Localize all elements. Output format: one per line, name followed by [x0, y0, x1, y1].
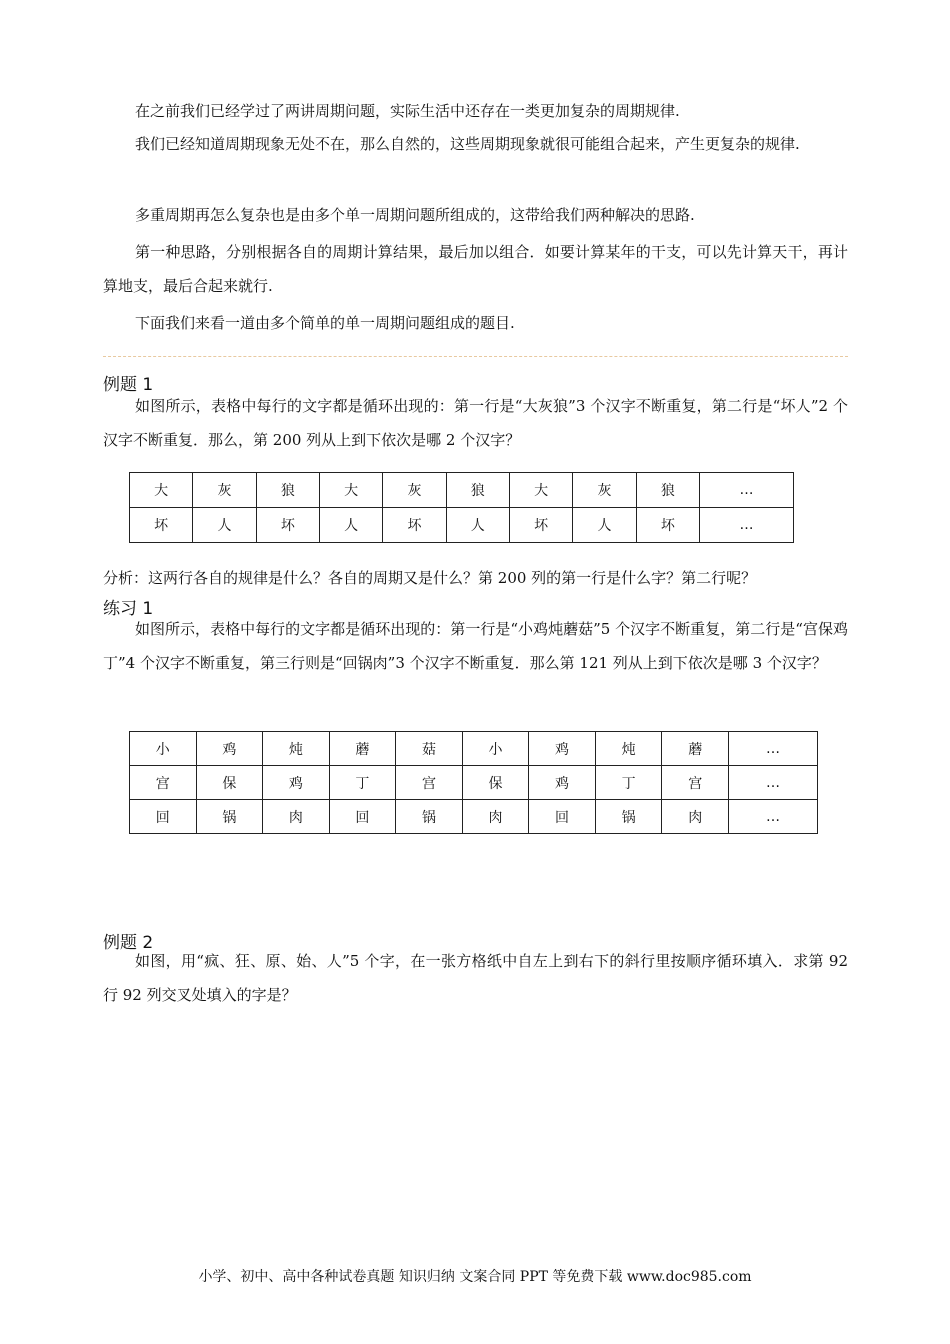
table-cell: 锅	[396, 800, 463, 834]
section-divider	[103, 356, 848, 357]
table-cell: 蘑	[662, 732, 729, 766]
table-cell: 人	[573, 508, 636, 543]
example1-text: 如图所示，表格中每行的文字都是循环出现的：第一行是“大灰狼”3 个汉字不断重复，第二行是“坏人”2 个汉字不断重复．那么，第 200 列从上到下依次是哪 2 个汉字？	[103, 397, 848, 449]
table-cell: 宫	[396, 766, 463, 800]
table-cell: 狼	[446, 473, 509, 508]
table-cell-ellipsis: …	[729, 732, 818, 766]
table-cell: 灰	[383, 473, 446, 508]
intro-paragraph-1: 在之前我们已经学过了两讲周期问题，实际生活中还存在一类更加复杂的周期规律.	[135, 102, 680, 120]
table-cell: 肉	[462, 800, 529, 834]
table-row	[130, 766, 818, 800]
table-cell: 蘑	[329, 732, 396, 766]
table-cell: 坏	[256, 508, 319, 543]
example2-text: 如图，用“疯、狂、原、始、人”5 个字，在一张方格纸中自左上到右下的斜行里按顺序循环填入．求第 92 行 92 列交叉处填入的字是？	[103, 952, 848, 1004]
table-cell: 肉	[263, 800, 330, 834]
table-cell: 小	[130, 732, 197, 766]
table-cell: 回	[130, 800, 197, 834]
table-cell: 保	[196, 766, 263, 800]
table-cell: 菇	[396, 732, 463, 766]
table-cell: 人	[319, 508, 382, 543]
table-cell-ellipsis: …	[729, 766, 818, 800]
example1-title: 例题 1	[103, 375, 154, 395]
table-cell: 回	[329, 800, 396, 834]
intro-paragraph-3: 多重周期再怎么复杂也是由多个单一周期问题所组成的，这带给我们两种解决的思路.	[135, 206, 695, 224]
table-cell: 小	[462, 732, 529, 766]
table-cell: 坏	[383, 508, 446, 543]
table-cell: 回	[529, 800, 596, 834]
table-cell: 炖	[595, 732, 662, 766]
table-cell: 鸡	[529, 732, 596, 766]
table-cell: 大	[319, 473, 382, 508]
page-footer: 小学、初中、高中各种试卷真题 知识归纳 文案合同 PPT 等免费下载 www.doc985.com	[198, 1269, 752, 1285]
table-cell: 大	[130, 473, 193, 508]
table-cell: 鸡	[196, 732, 263, 766]
table-cell: 鸡	[529, 766, 596, 800]
practice1-table	[129, 731, 818, 834]
table-cell: 丁	[595, 766, 662, 800]
table-cell: 狼	[636, 473, 699, 508]
table-cell: 人	[193, 508, 256, 543]
table-cell: 坏	[636, 508, 699, 543]
table-cell: 炖	[263, 732, 330, 766]
table-cell-ellipsis: …	[729, 800, 818, 834]
table-cell: 狼	[256, 473, 319, 508]
intro-paragraph-4: 第一种思路，分别根据各自的周期计算结果，最后加以组合．如要计算某年的干支，可以先计算天干，再计算地支，最后合起来就行.	[103, 243, 848, 295]
table-cell-ellipsis: …	[700, 473, 794, 508]
practice1-title: 练习 1	[103, 599, 154, 619]
table-row	[130, 800, 818, 834]
table-row	[130, 473, 794, 508]
table-row	[130, 508, 794, 543]
table-cell: 大	[509, 473, 572, 508]
table-cell: 宫	[662, 766, 729, 800]
table-cell: 坏	[130, 508, 193, 543]
table-cell: 丁	[329, 766, 396, 800]
example1-table	[129, 472, 794, 543]
table-cell: 灰	[193, 473, 256, 508]
table-row	[130, 732, 818, 766]
table-cell-ellipsis: …	[700, 508, 794, 543]
intro-paragraph-2: 我们已经知道周期现象无处不在，那么自然的，这些周期现象就很可能组合起来，产生更复杂的规律.	[135, 135, 800, 153]
table-cell: 鸡	[263, 766, 330, 800]
table-cell: 灰	[573, 473, 636, 508]
intro-paragraph-5: 下面我们来看一道由多个简单的单一周期问题组成的题目.	[135, 314, 515, 332]
practice1-text: 如图所示，表格中每行的文字都是循环出现的：第一行是“小鸡炖蘑菇”5 个汉字不断重复，第二行是“宫保鸡丁”4 个汉字不断重复，第三行则是“回锅肉”3 个汉字不断重复．那么第 121 列从上到下依次是哪 3 个汉字？	[103, 620, 848, 672]
example2-title: 例题 2	[103, 933, 154, 953]
table-cell: 锅	[196, 800, 263, 834]
table-cell: 保	[462, 766, 529, 800]
table-cell: 肉	[662, 800, 729, 834]
table-cell: 人	[446, 508, 509, 543]
table-cell: 坏	[509, 508, 572, 543]
table-cell: 宫	[130, 766, 197, 800]
table-cell: 锅	[595, 800, 662, 834]
example1-analysis: 分析：这两行各自的规律是什么？各自的周期又是什么？第 200 列的第一行是什么字？第二行呢？	[103, 569, 757, 587]
